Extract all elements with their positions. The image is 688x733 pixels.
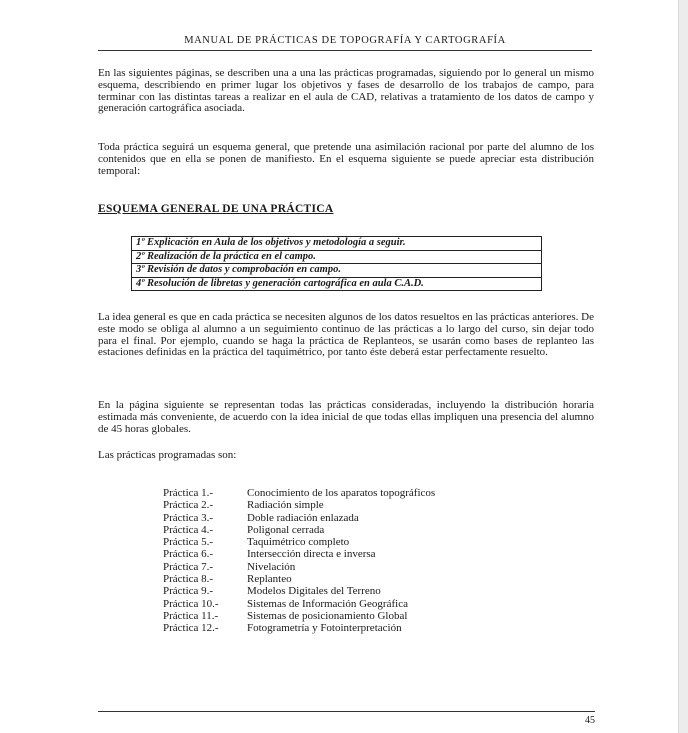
list-item [163,561,523,573]
intro-paragraph-2: Toda práctica seguirá un esquema general, que pretende una asimilación racional por parte del alumno de los contenidos que en ella se ponen de manifiesto. En el esquema siguiente se puede apreciar esta distribución temporal: [98,141,594,177]
list-item [163,610,523,622]
viewer-edge [679,0,688,733]
list-item [163,524,523,536]
list-item [163,585,523,597]
scheme-step: 2º Realización de la práctica en el campo. [132,251,541,265]
scheme-step: 4º Resolución de libretas y generación cartográfica en aula C.A.D. [136,277,424,289]
intro-paragraph-1: En las siguientes páginas, se describen una a una las prácticas programadas, siguiendo por lo general un mismo esquema, describiendo en primer lugar los objetivos y fases de desarrollo de los trabajos de campo, para terminar con las distintas tareas a realizar en el aula de CAD, relativas a tratamiento de los datos de campo y generación cartográfica asociada. [98,67,594,115]
practice-name: Taquimétrico completo [247,536,350,549]
practice-code: Práctica 9.- [163,585,214,598]
list-item [163,573,523,585]
practice-name: Poligonal cerrada [247,523,325,536]
list-item [163,622,523,634]
body-paragraph-3: La idea general es que en cada práctica se necesiten algunos de los datos resueltos en las prácticas anteriores. De este modo se obliga al alumno a un seguimiento continuo de las prácticas a lo largo del curso, sin dejar todo para el final. Por ejemplo, cuando se haga la práctica de Replanteos, se usarán como bases de replanteo las estaciones definidas en la práctica del taquimétrico, por tanto éste deberá estar perfectamente resuelto. [98,311,594,359]
practice-name: Radiación simple [247,499,324,512]
list-item [163,487,523,499]
practice-name: Sistemas de posicionamiento Global [247,609,408,622]
practice-name: Modelos Digitales del Terreno [247,585,381,598]
practice-name: Sistemas de Información Geográfica [247,597,408,610]
practice-name: Intersección directa e inversa [247,548,376,561]
practice-code: Práctica 11.- [163,609,219,622]
body-paragraph-4: En la página siguiente se representan todas las prácticas consideradas, incluyendo la distribución horaria estimada más conveniente, de acuerdo con la idea inicial de que todas ellas impliquen una presencia del alumno de 45 horas globales. [98,399,594,435]
scheme-step: 1º Explicación en Aula de los objetivos y metodología a seguir. [132,237,541,251]
list-item [163,598,523,610]
list-item [163,499,523,511]
list-item [163,536,523,548]
practice-code: Práctica 8.- [163,573,214,586]
practice-code: Práctica 3.- [163,511,214,524]
practice-code: Práctica 1.- [163,487,214,499]
practice-name: Replanteo [247,573,292,586]
scheme-step: 3º Revisión de datos y comprobación en campo. [132,264,541,278]
practice-code: Práctica 2.- [163,499,214,512]
practice-name: Conocimiento de los aparatos topográficos [247,487,436,499]
practice-name: Fotogrametría y Fotointerpretación [247,622,402,635]
body-paragraph-5: Las prácticas programadas son: [98,449,237,461]
list-item [163,548,523,560]
practice-code: Práctica 12.- [163,622,219,635]
header-rule [98,50,592,51]
practice-code: Práctica 5.- [163,536,214,549]
practice-code: Práctica 4.- [163,523,214,536]
list-item [163,512,523,524]
practice-code: Práctica 10.- [163,597,219,610]
practice-code: Práctica 6.- [163,548,214,561]
practice-name: Nivelación [247,560,296,573]
practice-name: Doble radiación enlazada [247,511,359,524]
footer-rule [98,711,595,712]
practice-scheme-box [131,236,542,291]
running-header: MANUAL DE PRÁCTICAS DE TOPOGRAFÍA Y CARTOGRAFÍA [184,35,506,46]
practice-list [163,487,523,635]
practice-code: Práctica 7.- [163,560,214,573]
page-number: 45 [585,715,595,726]
section-heading: ESQUEMA GENERAL DE UNA PRÁCTICA [98,203,334,215]
